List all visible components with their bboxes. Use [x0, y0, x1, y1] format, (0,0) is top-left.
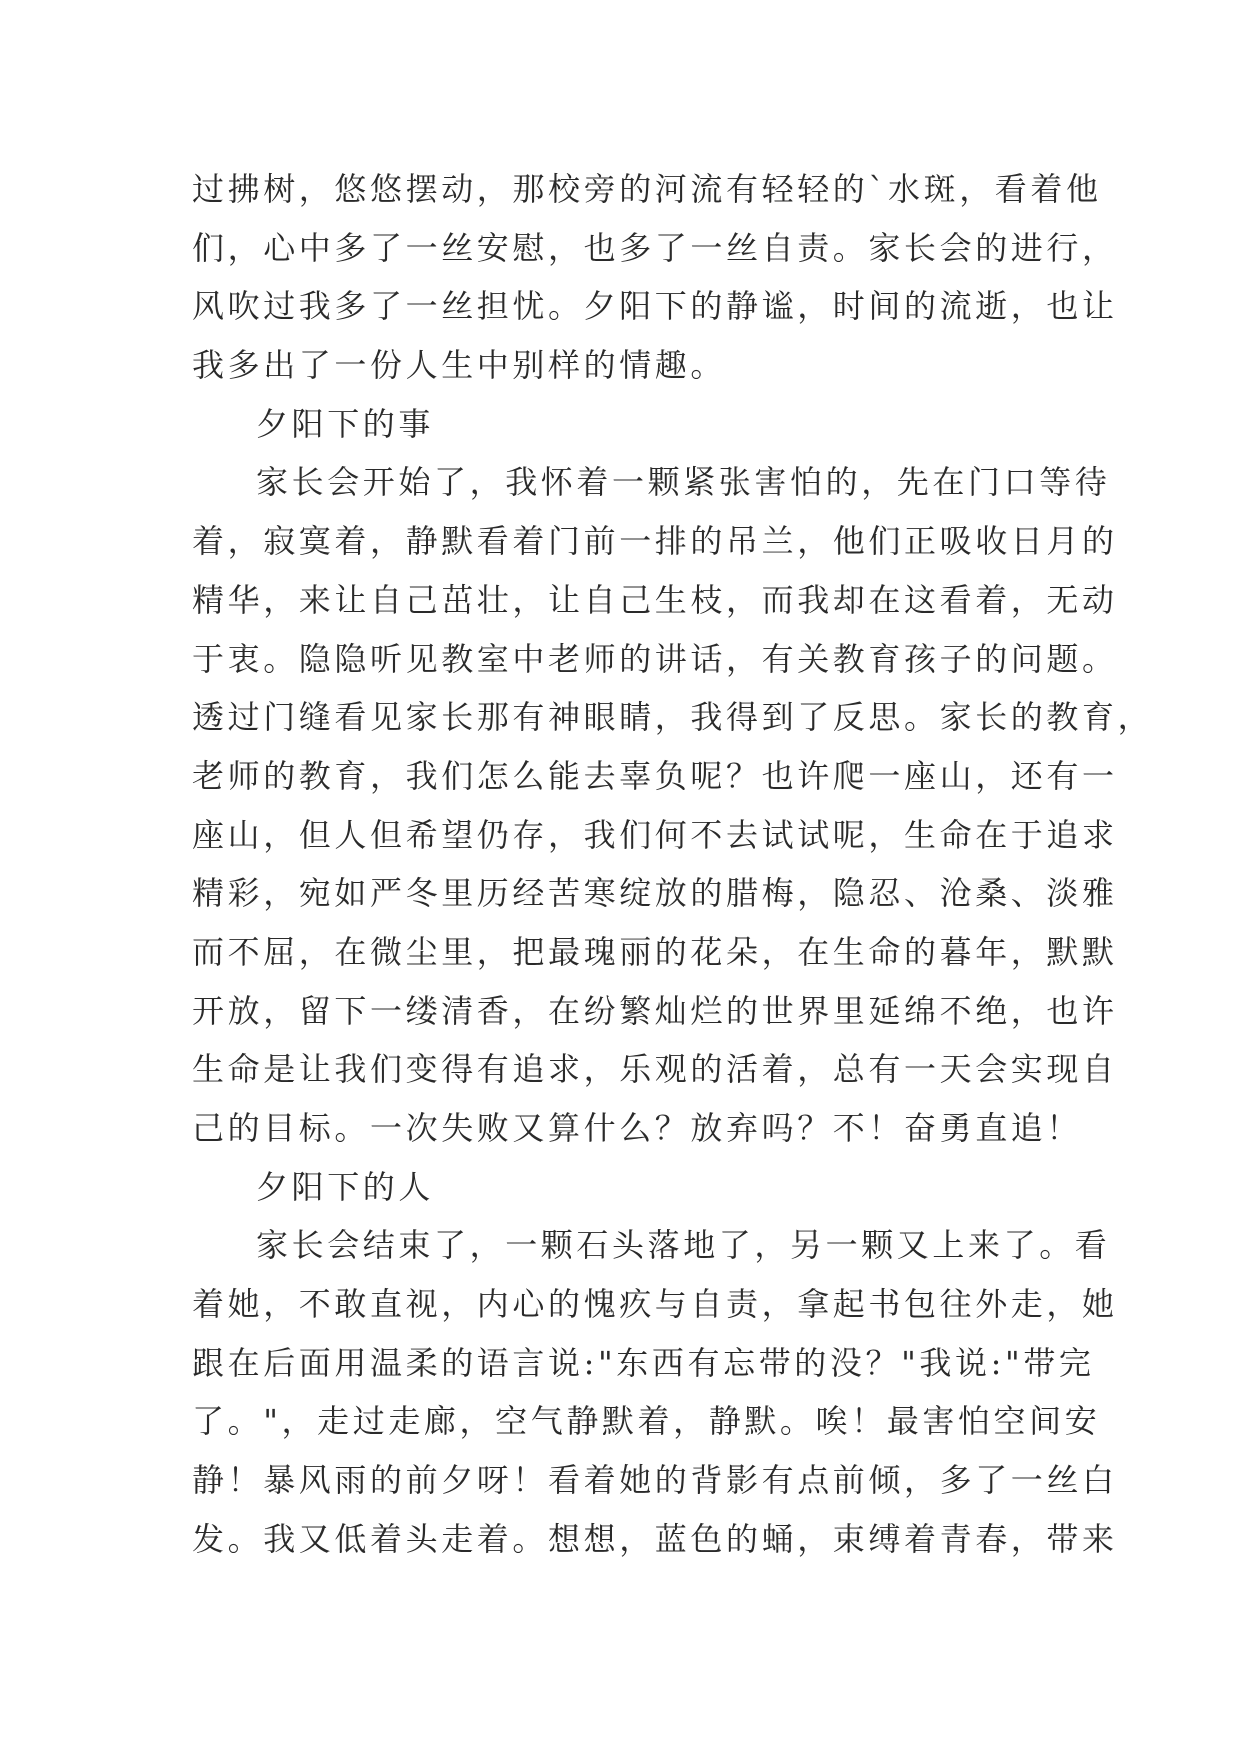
text-line: 们，心中多了一丝安慰，也多了一丝自责。家长会的进行，	[192, 228, 1118, 267]
text-line: 己的目标。一次失败又算什么？放弃吗？不！奋勇直追！	[192, 1109, 1083, 1147]
text-line: 着她，不敢直视，内心的愧疚与自责，拿起书包往外走，她	[192, 1285, 1118, 1324]
text-line: 发。我又低着头走着。想想，蓝色的蛹，束缚着青春，带来	[192, 1519, 1118, 1558]
section-heading: 夕阳下的人	[256, 1167, 435, 1206]
text-line: 过拂树，悠悠摆动，那校旁的河流有轻轻的`水斑，看着他	[192, 170, 1102, 208]
text-line: 跟在后面用温柔的语言说:"东西有忘带的没？"我说:"带完	[192, 1343, 1095, 1382]
text-line: 而不屈，在微尘里，把最瑰丽的花朵，在生命的暮年，默默	[192, 932, 1118, 971]
document-body	[192, 160, 1154, 1569]
text-line: 着，寂寞着，静默看着门前一排的吊兰，他们正吸收日月的	[192, 522, 1118, 561]
text-line: 了。"，走过走廊，空气静默着，静默。唉！最害怕空间安	[192, 1402, 1101, 1441]
paragraph-first-line: 家长会开始了，我怀着一颗紧张害怕的，先在门口等待	[256, 463, 1111, 502]
text-line: 座山，但人但希望仍存，我们何不去试试呢，生命在于追求	[192, 815, 1118, 854]
text-line: 静！暴风雨的前夕呀！看着她的背影有点前倾，多了一丝白	[192, 1461, 1118, 1500]
text-line: 开放，留下一缕清香，在纷繁灿烂的世界里延绵不绝，也许	[192, 991, 1118, 1030]
text-line: 老师的教育，我们怎么能去辜负呢？也许爬一座山，还有一	[192, 756, 1118, 795]
text-line: 精华，来让自己茁壮，让自己生枝，而我却在这看着，无动	[192, 580, 1118, 619]
text-line: 我多出了一份人生中别样的情趣。	[192, 346, 727, 385]
paragraph-first-line: 家长会结束了，一颗石头落地了，另一颗又上来了。看	[256, 1226, 1111, 1265]
text-line: 透过门缝看见家长那有神眼睛，我得到了反思。家长的教育，	[192, 698, 1154, 737]
text-line: 风吹过我多了一丝担忧。夕阳下的静谧，时间的流逝，也让	[192, 287, 1118, 326]
text-line: 于衷。隐隐听见教室中老师的讲话，有关教育孩子的问题。	[192, 639, 1118, 678]
text-line: 生命是让我们变得有追求，乐观的活着，总有一天会实现自	[192, 1050, 1118, 1089]
text-line: 精彩，宛如严冬里历经苦寒绽放的腊梅，隐忍、沧桑、淡雅	[192, 874, 1118, 913]
section-heading: 夕阳下的事	[256, 404, 435, 443]
